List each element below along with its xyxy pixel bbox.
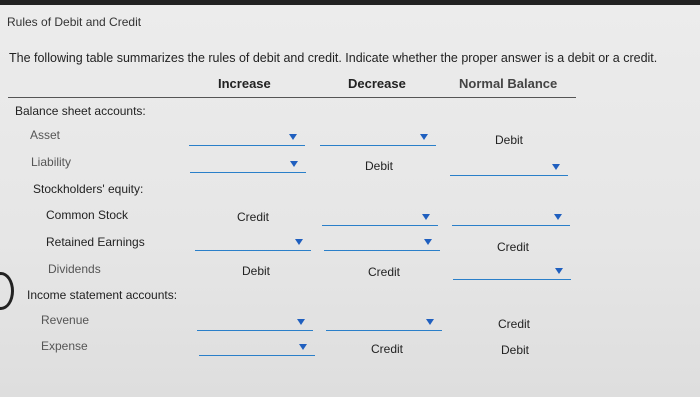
- header-divider: [8, 97, 576, 98]
- page-title: Rules of Debit and Credit: [7, 15, 142, 29]
- chevron-down-icon: [426, 319, 434, 325]
- asset-decrease-dropdown[interactable]: [320, 131, 436, 146]
- revenue-increase-dropdown[interactable]: [197, 316, 313, 331]
- row-label-retained-earnings: Retained Earnings: [46, 235, 145, 249]
- dividends-normal-dropdown[interactable]: [453, 265, 571, 280]
- revenue-decrease-dropdown[interactable]: [326, 316, 442, 331]
- liability-normal-dropdown[interactable]: [450, 161, 568, 176]
- instructions-text: The following table summarizes the rules of debit and credit. Indicate whether the proper answer is a debit or a credit.: [9, 51, 658, 65]
- liability-increase-dropdown[interactable]: [190, 158, 306, 173]
- row-label-dividends: Dividends: [48, 262, 101, 276]
- expense-increase-dropdown[interactable]: [199, 341, 315, 356]
- chevron-down-icon: [552, 164, 560, 170]
- retained-earnings-normal-value: Credit: [497, 240, 530, 254]
- revenue-normal-value: Credit: [498, 317, 531, 331]
- section-income-statement: Income statement accounts:: [27, 288, 178, 302]
- dividends-decrease-value: Credit: [368, 265, 401, 279]
- section-balance-sheet: Balance sheet accounts:: [15, 104, 146, 118]
- row-label-expense: Expense: [41, 339, 88, 353]
- row-label-common-stock: Common Stock: [46, 208, 129, 222]
- row-label-asset: Asset: [30, 128, 61, 142]
- asset-normal-value: Debit: [495, 133, 524, 147]
- chevron-down-icon: [289, 134, 297, 140]
- chevron-down-icon: [554, 214, 562, 220]
- top-bar: [0, 0, 700, 5]
- column-header-decrease: Decrease: [348, 76, 406, 91]
- chevron-down-icon: [299, 344, 307, 350]
- retained-earnings-decrease-dropdown[interactable]: [324, 236, 440, 251]
- expense-decrease-value: Credit: [371, 342, 404, 356]
- section-stockholders-equity: Stockholders' equity:: [33, 182, 144, 196]
- column-header-increase: Increase: [218, 76, 271, 91]
- common-stock-increase-value: Credit: [237, 210, 270, 224]
- asset-increase-dropdown[interactable]: [189, 131, 305, 146]
- chevron-down-icon: [555, 268, 563, 274]
- common-stock-normal-dropdown[interactable]: [452, 211, 570, 226]
- bracket-shape: [0, 272, 14, 310]
- chevron-down-icon: [422, 214, 430, 220]
- common-stock-decrease-dropdown[interactable]: [322, 211, 438, 226]
- column-header-normal-balance: Normal Balance: [459, 76, 558, 91]
- retained-earnings-increase-dropdown[interactable]: [195, 236, 311, 251]
- chevron-down-icon: [424, 239, 432, 245]
- chevron-down-icon: [295, 239, 303, 245]
- liability-decrease-value: Debit: [365, 159, 394, 173]
- row-label-liability: Liability: [31, 155, 72, 169]
- chevron-down-icon: [290, 161, 298, 167]
- expense-normal-value: Debit: [501, 343, 530, 357]
- chevron-down-icon: [420, 134, 428, 140]
- chevron-down-icon: [297, 319, 305, 325]
- row-label-revenue: Revenue: [41, 313, 90, 327]
- dividends-increase-value: Debit: [242, 264, 271, 278]
